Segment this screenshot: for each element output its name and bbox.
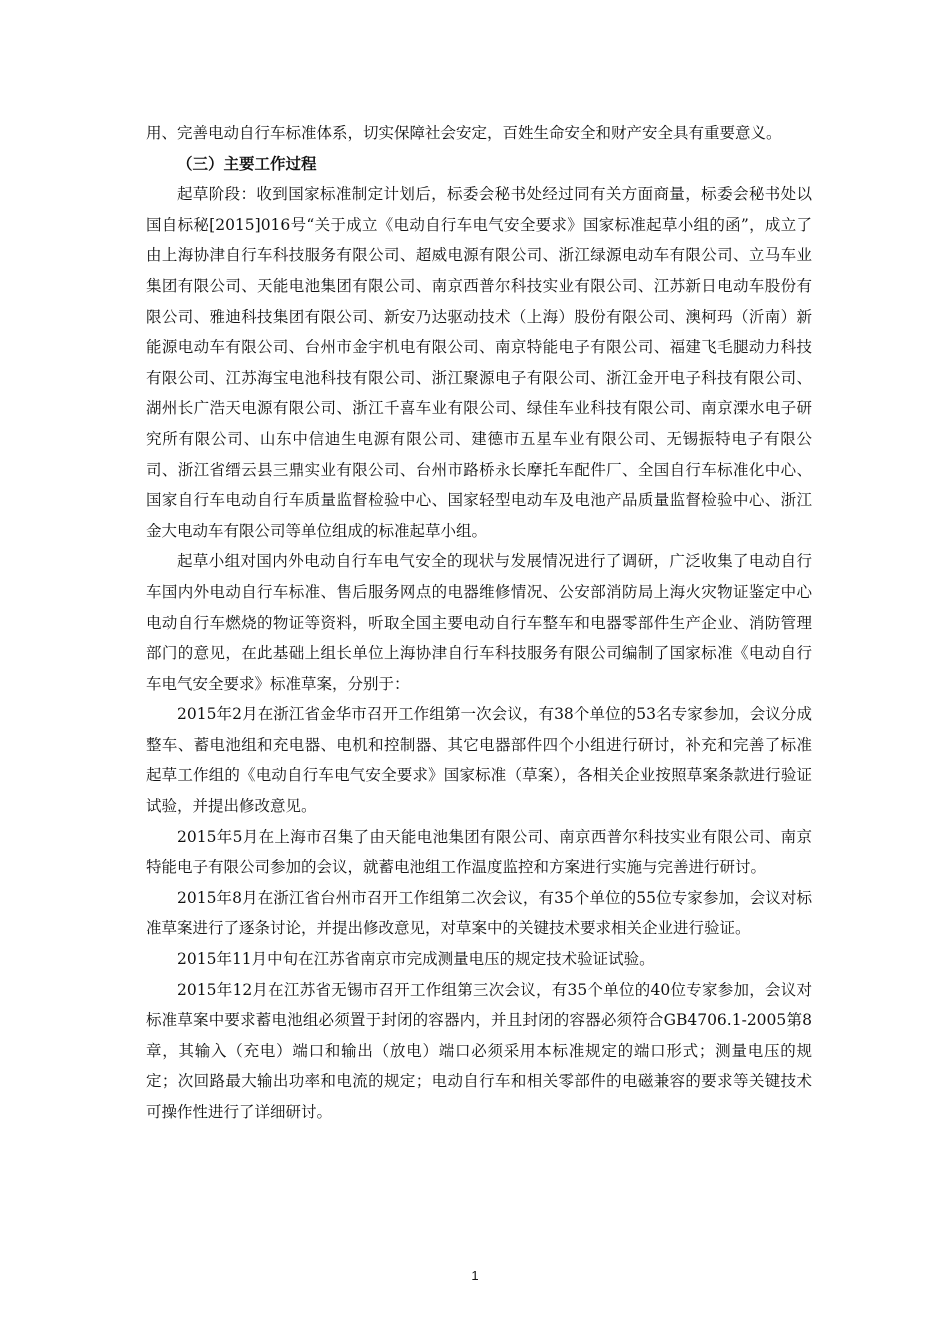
page-number: 1 xyxy=(471,1268,479,1283)
paragraph-meeting-may: 2015年5月在上海市召集了由天能电池集团有限公司、南京西普尔科技实业有限公司、南京特能电子有限公司参加的会议，就蓄电池组工作温度监控和方案进行实施与完善进行研讨。 xyxy=(146,827,812,877)
paragraph-meeting-dec: 2015年12月在江苏省无锡市召开工作组第三次会议，有35个单位的40位专家参加，会议对标准草案中要求蓄电池组必须置于封闭的容器内，并且封闭的容器必须符合GB4706.1-2005第8章，其输入（充电）端口和输出（放电）端口必须采用本标准规定的端口形式；测量电压的规定；次回路最大输出功率和电流的规定；电动自行车和相关零部件的电磁兼容的要求等关键技术可操作性进行了详细研讨。 xyxy=(146,980,812,1121)
paragraph-verification-nov: 2015年11月中旬在江苏省南京市完成测量电压的规定技术验证试验。 xyxy=(177,950,655,969)
paragraph-continuation: 用、完善电动自行车标准体系，切实保障社会安定，百姓生命安全和财产安全具有重要意义。 xyxy=(146,124,782,142)
section-heading: （三）主要工作过程 xyxy=(177,154,317,173)
paragraph-meeting-aug: 2015年8月在浙江省台州市召开工作组第二次会议，有35个单位的55位专家参加，会议对标准草案进行了逐条讨论，并提出修改意见，对草案中的关键技术要求相关企业进行验证。 xyxy=(146,888,812,938)
paragraph-meeting-feb: 2015年2月在浙江省金华市召开工作组第一次会议，有38个单位的53名专家参加，会议分成整车、蓄电池组和充电器、电机和控制器、其它电器部件四个小组进行研讨，补充和完善了标准起草工作组的《电动自行车电气安全要求》国家标准（草案），各相关企业按照草案条款进行验证试验，并提出修改意见。 xyxy=(146,705,812,816)
document-body xyxy=(146,118,812,1128)
paragraph-research: 起草小组对国内外电动自行车电气安全的现状与发展情况进行了调研，广泛收集了电动自行车国内外电动自行车标准、售后服务网点的电器维修情况、公安部消防局上海火灾物证鉴定中心电动自行车燃烧的物证等资料，听取全国主要电动自行车整车和电器零部件生产企业、消防管理部门的意见，在此基础上组长单位上海协津自行车科技服务有限公司编制了国家标准《电动自行车电气安全要求》标准草案，分别于： xyxy=(146,552,812,693)
paragraph-drafting-stage: 起草阶段：收到国家标准制定计划后，标委会秘书处经过同有关方面商量，标委会秘书处以国自标秘[2015]016号“关于成立《电动自行车电气安全要求》国家标准起草小组的函”，成立了由上海协津自行车科技服务有限公司、超威电源有限公司、浙江绿源电动车有限公司、立马车业集团有限公司、天能电池集团有限公司、南京西普尔科技实业有限公司、江苏新日电动车股份有限公司、雅迪科技集团有限公司、新安乃达驱动技术（上海）股份有限公司、澳柯玛（沂南）新能源电动车有限公司、台州市金宇机电有限公司、南京特能电子有限公司、福建飞毛腿动力科技有限公司、江苏海宝电池科技有限公司、浙江聚源电子有限公司、浙江金开电子科技有限公司、湖州长广浩天电源有限公司、浙江千喜车业有限公司、绿佳车业科技有限公司、南京溧水电子研究所有限公司、山东中信迪生电源有限公司、建德市五星车业有限公司、无锡振特电子有限公司、浙江省缙云县三鼎实业有限公司、台州市路桥永长摩托车配件厂、全国自行车标准化中心、国家自行车电动自行车质量监督检验中心、国家轻型电动车及电池产品质量监督检验中心、浙江金大电动车有限公司等单位组成的标准起草小组。 xyxy=(146,185,812,540)
